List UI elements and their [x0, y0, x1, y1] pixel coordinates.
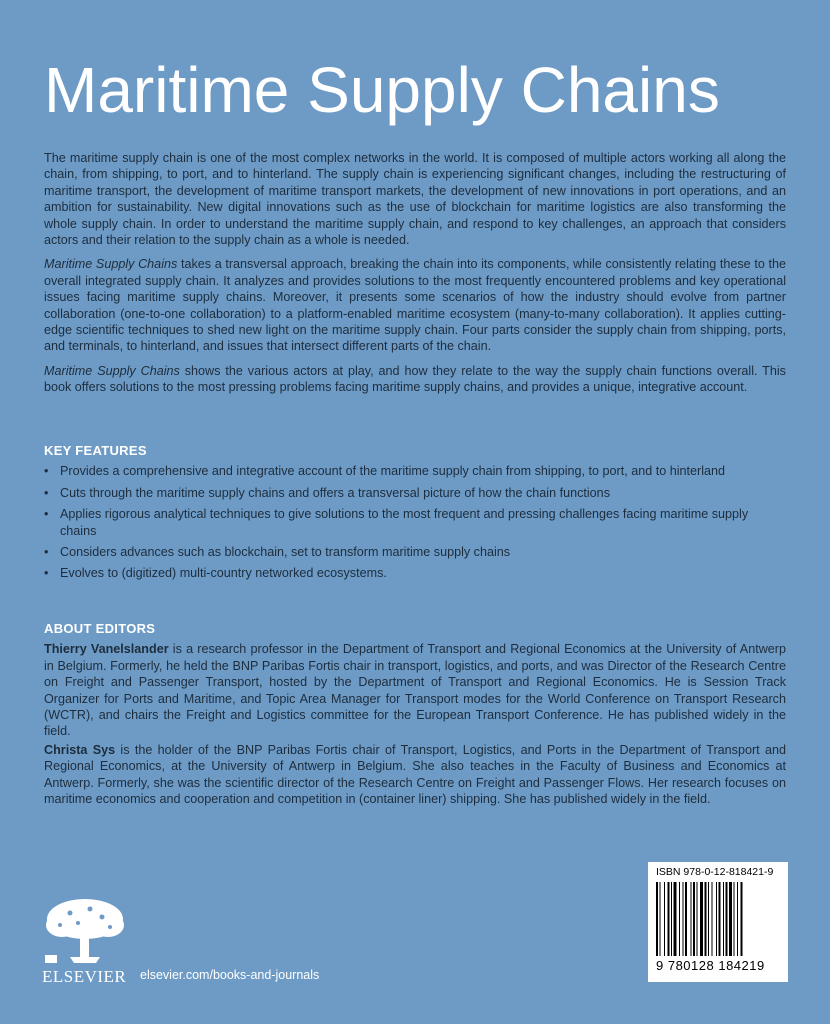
- publisher-name: ELSEVIER: [42, 967, 127, 986]
- description-paragraph-3: [44, 363, 786, 396]
- paragraph-text: takes a transversal approach, breaking the chain into its components, while consistently relating these to the overall integrated supply chain. It analyzes and provides solutions to the most frequently encountered problems and key operational issues facing maritime supply chains. Moreover, it presents some scenarios of how the industry should evolve from partner collaboration (one-to-one collaboration) to a platform-enabled maritime ecosystem (many-to-many collaboration). It applies cutting-edge scientific techniques to shed new light on the maritime supply chain. Four parts consider the supply chain from shipping, ports, and terminals, to hinterland, and issues that intersect different parts of the chain.: [44, 257, 786, 354]
- elsevier-tree-icon: [40, 895, 130, 972]
- bullet-icon: •: [44, 464, 49, 479]
- key-features-list: [44, 463, 786, 581]
- book-title-inline: Maritime Supply Chains: [44, 363, 180, 378]
- editor-name: Thierry Vanelslander: [44, 642, 169, 657]
- isbn-barcode: [648, 862, 788, 982]
- description-paragraph-2: [44, 256, 786, 354]
- isbn-label: ISBN 978-0-12-818421-9: [656, 866, 774, 878]
- book-description: [44, 150, 786, 404]
- bullet-icon: •: [44, 485, 49, 500]
- barcode-digits: 9 780128 184219: [656, 958, 765, 973]
- about-editors-section: [44, 621, 786, 809]
- book-title-inline: Maritime Supply Chains: [44, 257, 178, 272]
- list-item: • Evolves to (digitized) multi-country networked ecosystems.: [44, 566, 387, 581]
- bullet-icon: •: [44, 566, 49, 581]
- about-editors-heading: ABOUT EDITORS: [44, 621, 156, 636]
- barcode-icon: [656, 882, 780, 956]
- editor-bio: Thierry Vanelslander is a research professor in the Department of Transport and Regional Economics at the University of Antwerp in Belgium. Formerly, he held the BNP Paribas Fortis chair in transport, logistics, and ports, and was Director of the Research Centre on Freight and Passenger Transport, hosted by the Department of Transport and Regional Economics. He is Session Track Organizer for Ports and Maritime, and Topic Area Manager for Transport modes for the World Conference on Transport Research (WCTR), and chairs the Freight and Logistics committee for the European Transport Conference. He has published widely in the field.: [44, 642, 786, 739]
- publisher-website-link[interactable]: elsevier.com/books-and-journals: [140, 968, 320, 982]
- bullet-icon: •: [44, 507, 49, 522]
- key-features-heading: KEY FEATURES: [44, 443, 147, 458]
- description-paragraph-1: The maritime supply chain is one of the most complex networks in the world. It is composed of multiple actors working all along the chain, from shipping, to port, and to hinterland. The supply chain is experiencing significant changes, including the restructuring of maritime transport, the development of maritime transport markets, the development of new innovations in port operations, and an ambition for sustainability. New digital innovations such as the use of blockchain for maritime logistics are also transforming the whole supply chain. In order to understand the maritime supply chain, and respond to key challenges, an approach that considers actors and their relation to the supply chain as a whole is needed.: [44, 151, 786, 248]
- list-item: • Provides a comprehensive and integrative account of the maritime supply chain from shipping, to port, and to hinterland: [44, 464, 726, 479]
- paragraph-text: shows the various actors at play, and how they relate to the way the supply chain functions overall. This book offers solutions to the most pressing problems facing maritime supply chains, and provides a unique, integrative account.: [44, 363, 786, 395]
- book-title: Maritime Supply Chains: [44, 54, 720, 126]
- editor-bio: Christa Sys is the holder of the BNP Paribas Fortis chair of Transport, Logistics, and Ports in the Department of Transport and Regional Economics, at the University of Antwerp in Belgium. She also teaches in the Faculty of Business and Economics at Antwerp. Formerly, she was the scientific director of the Research Centre on Freight and Passenger Flows. Her research focuses on maritime economics and cooperation and competition in (container liner) shipping. She has published widely in the field.: [44, 742, 786, 807]
- list-item: • Cuts through the maritime supply chains and offers a transversal picture of how the chain functions: [44, 485, 610, 500]
- editor-name: Christa Sys: [44, 742, 116, 757]
- bullet-icon: •: [44, 545, 49, 560]
- key-features-section: [44, 443, 786, 587]
- list-item: • Considers advances such as blockchain, set to transform maritime supply chains: [44, 545, 511, 560]
- list-item: • Applies rigorous analytical techniques to give solutions to the most frequent and pressing challenges facing maritime supply chains: [44, 507, 749, 538]
